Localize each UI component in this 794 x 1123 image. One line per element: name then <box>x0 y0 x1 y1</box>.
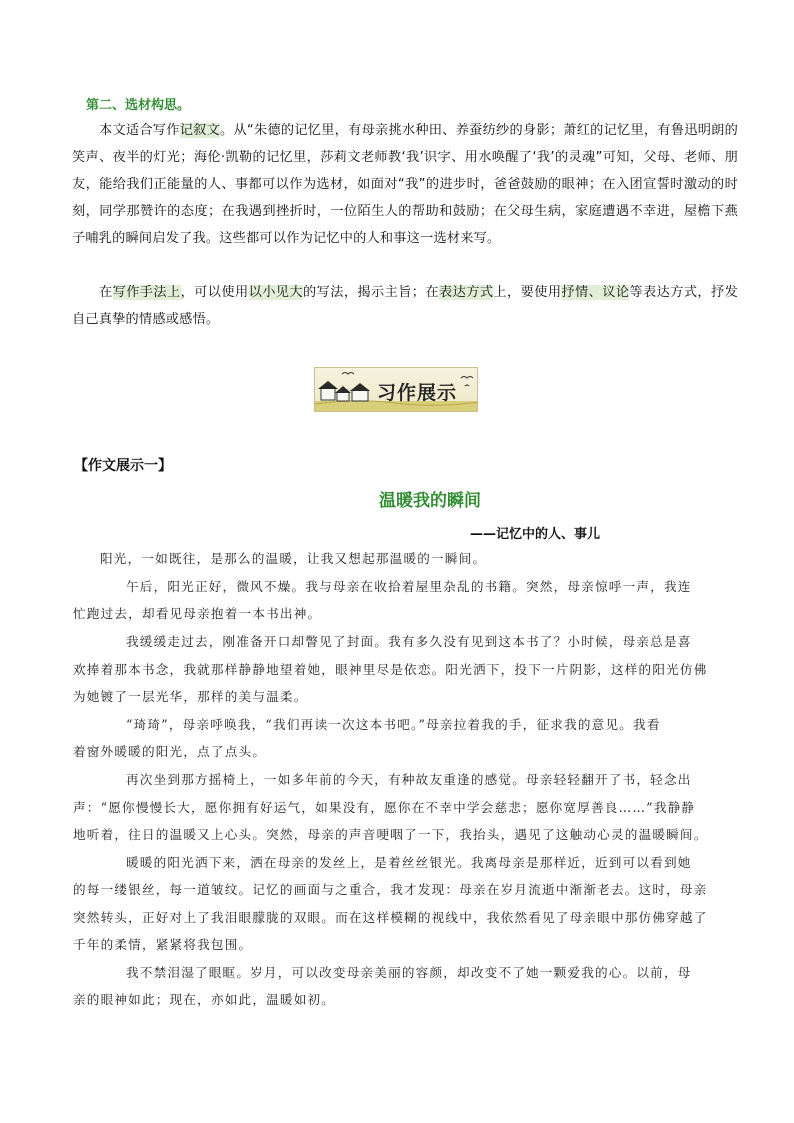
highlight-technique: 写作手法上 <box>112 285 181 300</box>
essay-title: 温暖我的瞬间 <box>379 491 481 511</box>
essay-line: 欢捧着那本书念，我就那样静静地望着她，眼神里尽是依恋。阳光洒下，投下一片阴影，这样的阳光仿佛 <box>73 662 708 677</box>
text-run: 。从“朱德的记忆里，有母亲挑水种田、养蚕纺纱的身影；萧红的记忆里，有鲁迅明朗的笑声、夜半的灯光；海伦·凯勒的记忆里，莎莉文老师教‘我’识字、用水唤醒了‘我’的灵魂”可知，父母、老师、朋友，能给我们正能量的人、事都可以作为选材，如面对“我”的进步时，爸爸鼓励的眼神；在入团宣誓时激动的时刻，同学那赞许的态度；在我遇到挫折时，一位陌生人的帮助和鼓励；在父母生病，家庭遭遇不幸进，屋檐下燕子哺乳的瞬间启发了我。这些都可以作为记忆中的人和事这一选材来写。 <box>72 123 738 246</box>
essay-line: 午后，阳光正好，微风不燥。我与母亲在收拾着屋里杂乱的书籍。突然，母亲惊呼一声，我连 <box>126 579 692 594</box>
essay-line: 地听着，往日的温暖又上心头。突然，母亲的声音哽咽了一下，我抬头，遇见了这触动心灵的温暖瞬间。 <box>73 827 708 842</box>
text-run: 等表达方式，抒发自己真挚的情感或感悟。 <box>72 285 739 327</box>
highlight-expression: 表达方式 <box>439 285 494 300</box>
text-run: 本文适合写作 <box>99 123 180 138</box>
section-heading: 第二、选材构思。 <box>86 98 191 113</box>
essay-line: 为她镀了一层光华，那样的美与温柔。 <box>73 689 308 704</box>
essay-line: 的每一缕银丝，每一道皱纹。记忆的画面与之重合，我才发现：母亲在岁月流逝中渐渐老去。这时，母亲 <box>73 882 708 897</box>
essay-line: “琦琦”，母亲呼唤我，“我们再读一次这本书吧。”母亲拉着我的手，征求我的意见。我看 <box>126 717 661 732</box>
text-run: 的写法，揭示主旨；在 <box>303 285 440 300</box>
essay-line: 千年的柔情，紧紧将我包围。 <box>73 937 253 952</box>
essay-line: 忙跑过去，却看见母亲抱着一本书出神。 <box>73 606 322 621</box>
essay-line: 突然转头，正好对上了我泪眼朦胧的双眼。而在这样模糊的视线中，我依然看见了母亲眼中那仿佛穿越了 <box>73 910 708 925</box>
essay-line: 我不禁泪湿了眼眶。岁月，可以改变母亲美丽的容颜，却改变不了她一颗爱我的心。以前，母 <box>126 965 692 980</box>
highlight-genre: 记叙文 <box>179 123 221 138</box>
essay-tag: 【作文展示一】 <box>74 458 172 474</box>
paragraph-material <box>72 117 738 252</box>
essay-line: 着窗外暖暖的阳光，点了点头。 <box>73 744 267 759</box>
banner-title: 习作展示 <box>377 382 458 404</box>
paragraph-technique <box>72 279 738 333</box>
text-run: 上，要使用 <box>493 285 562 300</box>
essay-line: 亲的眼神如此；现在，亦如此，温暖如初。 <box>73 992 336 1007</box>
essay-subtitle: ——记忆中的人、事儿 <box>470 527 601 542</box>
section-banner <box>314 367 478 412</box>
essay-line: 声：“愿你慢慢长大，愿你拥有好运气，如果没有，愿你在不幸中学会慈悲；愿你宽厚善良……”我静静 <box>73 800 696 815</box>
text-run: 在 <box>99 285 113 300</box>
text-run: ，可以使用 <box>180 285 249 300</box>
highlight-method: 以小见大 <box>248 285 304 300</box>
essay-line: 再次坐到那方摇椅上，一如多年前的今天，有种故友重逢的感觉。母亲轻轻翻开了书，轻念出 <box>126 772 692 787</box>
essay-line: 阳光，一如既往，是那么的温暖，让我又想起那温暖的一瞬间。 <box>100 551 487 566</box>
essay-line: 暖暖的阳光洒下来，洒在母亲的发丝上，是着丝丝银光。我离母亲是那样近，近到可以看到她 <box>126 855 692 870</box>
essay-line: 我缓缓走过去，刚准备开口却瞥见了封面。我有多久没有见到这本书了？小时候，母亲总是喜 <box>126 634 692 649</box>
highlight-lyric-argue: 抒情、议论 <box>561 285 630 300</box>
